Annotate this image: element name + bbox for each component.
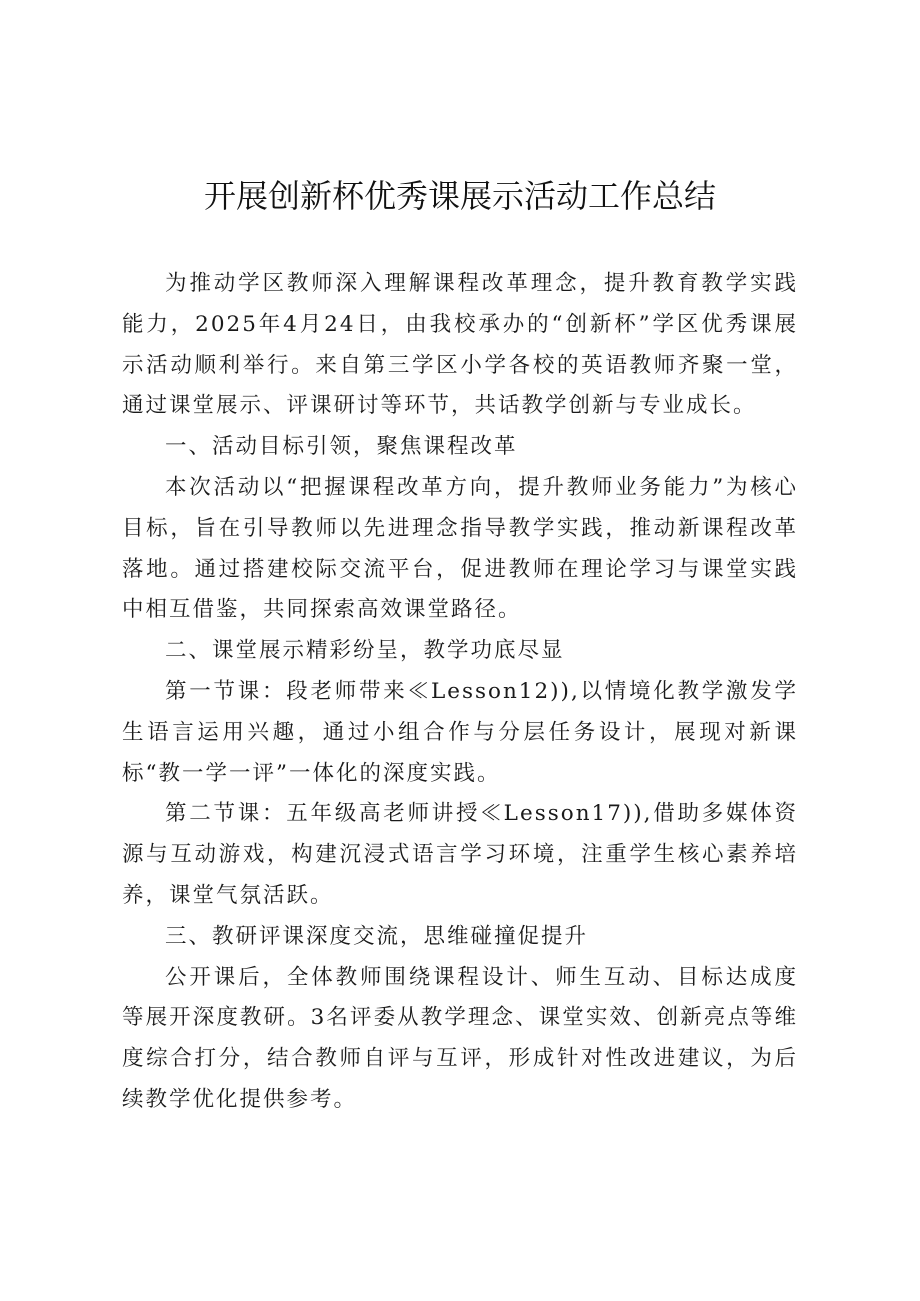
document-title: 开展创新杯优秀课展示活动工作总结 <box>203 177 716 215</box>
paragraph-lesson-1: 第一节课：段老师带来≪Lesson12)),以情境化教学激发学生语言运用兴趣，通过小组合作与分层任务设计，展现对新课标“教一学一评”一体化的深度实践。 <box>122 678 798 786</box>
document-body <box>122 264 798 1121</box>
paragraph-section-3: 公开课后，全体教师围绕课程设计、师生互动、目标达成度等展开深度教研。3名评委从教学理念、课堂实效、创新亮点等维度综合打分，结合教师自评与互评，形成针对性改进建议，为后续教学优化提供参考。 <box>122 964 798 1112</box>
paragraph-lesson-2: 第二节课：五年级高老师讲授≪Lesson17)),借助多媒体资源与互动游戏，构建沉浸式语言学习环境，注重学生核心素养培养，课堂气氛活跃。 <box>122 801 798 908</box>
section-heading-3: 三、教研评课深度交流，思维碰撞促提升 <box>165 923 589 949</box>
section-heading-1: 一、活动目标引领，聚焦课程改革 <box>165 434 518 460</box>
paragraph-section-1: 本次活动以“把握课程改革方向，提升教师业务能力”为核心目标，旨在引导教师以先进理念指导教学实践，推动新课程改革落地。通过搭建校际交流平台，促进教师在理论学习与课堂实践中相互借鉴，共同探索高效课堂路径。 <box>122 474 798 623</box>
paragraph-intro: 为推动学区教师深入理解课程改革理念，提升教育教学实践能力，2025年4月24日，由我校承办的“创新杯”学区优秀课展示活动顺利举行。来自第三学区小学各校的英语教师齐聚一堂，通过课堂展示、评课研讨等环节，共话教学创新与专业成长。 <box>122 271 798 419</box>
section-heading-2: 二、课堂展示精彩纷呈，教学功底尽显 <box>165 638 565 664</box>
